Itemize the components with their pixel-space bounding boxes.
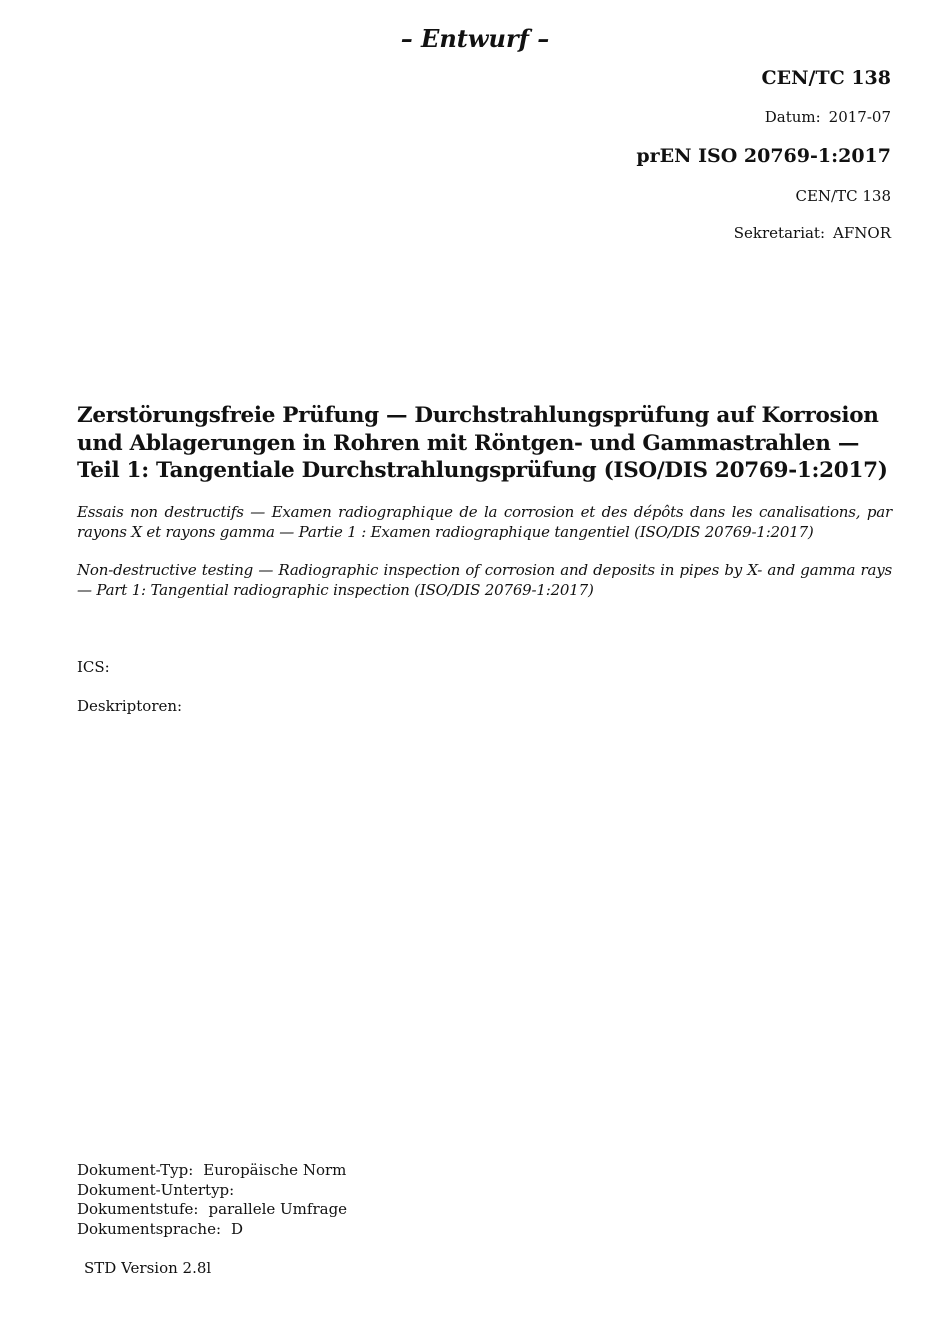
document-stage-row	[77, 1200, 347, 1220]
document-info	[77, 1161, 347, 1239]
date-line	[765, 108, 891, 126]
document-subtype-label: Dokument-Untertyp:	[77, 1180, 235, 1199]
document-type-label: Dokument-Typ:	[77, 1161, 194, 1179]
date-value: 2017-07	[828, 108, 891, 126]
document-type-row	[77, 1161, 347, 1181]
title-german: Zerstörungsfreie Prüfung — Durchstrahlungsprüfung auf Korrosion und Ablagerungen in Rohren mit Röntgen- und Gammastrahlen — Teil 1: Tangentiale Durchstrahlungsprüfung (ISO/DIS 20769-1:2017)	[77, 403, 888, 483]
document-language-label: Dokumentsprache:	[77, 1219, 222, 1238]
title-french: Essais non destructifs — Examen radiographique de la corrosion et des dépôts dans les canalisations, par rayons X et rayons gamma — Partie 1 : Examen radiographique tangentiel (ISO/DIS 20769-1:2017)	[77, 503, 892, 541]
document-number: prEN ISO 20769-1:2017	[636, 145, 891, 167]
document-subtype-row	[77, 1181, 347, 1201]
secretariat-line	[734, 224, 891, 242]
descriptors-label: Deskriptoren:	[77, 697, 183, 715]
ics-label: ICS:	[77, 658, 110, 676]
secretariat-label: Sekretariat:	[733, 224, 826, 242]
committee-secondary: CEN/TC 138	[795, 187, 891, 205]
date-label: Datum:	[764, 108, 821, 126]
std-version: STD Version 2.8l	[84, 1259, 212, 1277]
draft-label: – Entwurf –	[400, 24, 550, 53]
document-stage-label: Dokumentstufe:	[77, 1200, 199, 1218]
document-language-value: D	[231, 1219, 244, 1238]
title-english: Non-destructive testing — Radiographic inspection of corrosion and deposits in pipes by X- and gamma rays — Part 1: Tangential radiographic inspection (ISO/DIS 20769-1:2017)	[77, 561, 892, 599]
document-language-row	[77, 1220, 347, 1240]
committee-heading: CEN/TC 138	[761, 67, 891, 89]
document-type-value: Europäische Norm	[203, 1161, 347, 1179]
secretariat-value: AFNOR	[833, 224, 891, 242]
document-stage-value: parallele Umfrage	[208, 1200, 348, 1218]
